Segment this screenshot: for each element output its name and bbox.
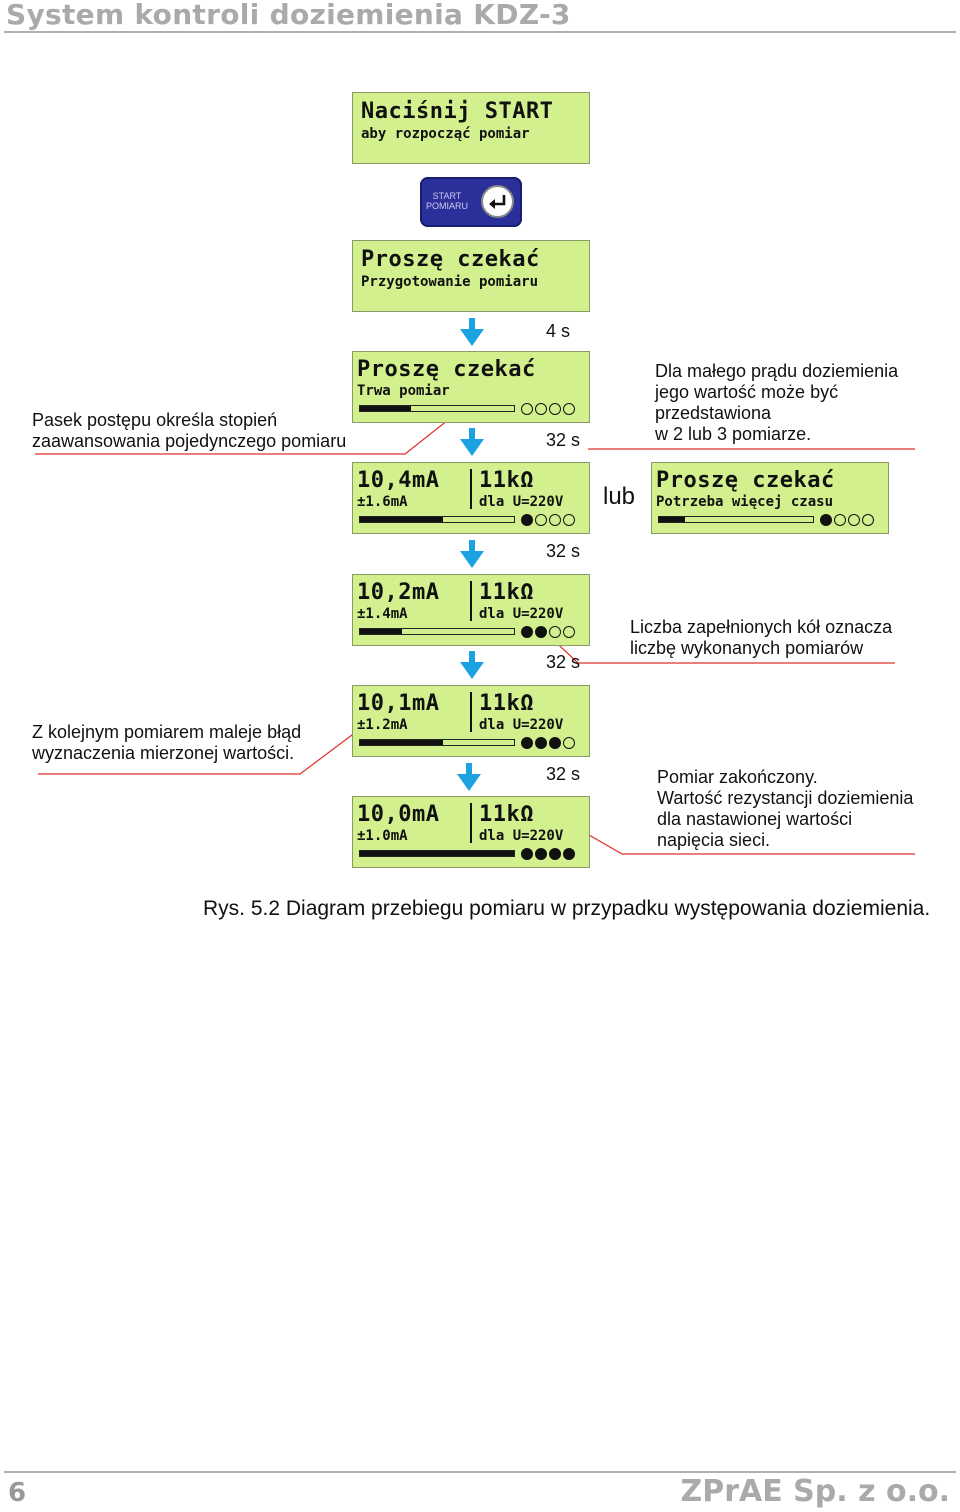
filled-circle-icon bbox=[535, 848, 547, 860]
lcd-wait-line1: Proszę czekać bbox=[357, 357, 536, 382]
empty-circle-icon bbox=[563, 403, 575, 415]
filled-circle-icon bbox=[521, 848, 533, 860]
lcd-start-line2: aby rozpocząć pomiar bbox=[361, 126, 530, 142]
enter-icon bbox=[481, 185, 514, 218]
lcd-prep-line2: Przygotowanie pomiaru bbox=[361, 274, 539, 290]
progress-fill bbox=[360, 629, 402, 634]
current-value: 10,4mA bbox=[357, 468, 440, 493]
lcd-start-screen bbox=[352, 92, 590, 164]
lcd-result-screen-1 bbox=[352, 462, 590, 534]
empty-circle-icon bbox=[563, 626, 575, 638]
error-value: ±1.2mA bbox=[357, 717, 408, 733]
lcd-more-time-screen bbox=[651, 462, 889, 534]
lcd-wait-screen bbox=[352, 351, 590, 423]
empty-circle-icon bbox=[563, 737, 575, 749]
progress-fill bbox=[360, 851, 514, 856]
header-title: System kontroli doziemienia KDZ-3 bbox=[6, 0, 571, 31]
lcd-separator bbox=[470, 469, 472, 509]
time-label-32s: 32 s bbox=[546, 541, 581, 561]
measurement-circles bbox=[521, 626, 575, 638]
flow-arrow-down-icon bbox=[460, 651, 484, 679]
filled-circle-icon bbox=[521, 737, 533, 749]
error-value: ±1.0mA bbox=[357, 828, 408, 844]
measurement-circles bbox=[521, 403, 575, 415]
note-small-current: Dla małego prądu doziemienia jego wartość może być przedstawiona w 2 lub 3 pomiarze. bbox=[655, 361, 899, 444]
note-error-decreases: Z kolejnym pomiarem maleje błąd wyznaczenia mierzonej wartości. bbox=[32, 722, 302, 763]
page-number: 6 bbox=[8, 1478, 27, 1508]
progress-bar bbox=[359, 850, 515, 857]
progress-bar bbox=[658, 516, 814, 523]
measurement-circles bbox=[521, 848, 575, 860]
footer-divider bbox=[4, 1471, 956, 1473]
lcd-separator bbox=[470, 581, 472, 621]
voltage-label: dla U=220V bbox=[479, 828, 564, 844]
flow-arrow-down-icon bbox=[460, 428, 484, 456]
empty-circle-icon bbox=[834, 514, 846, 526]
company-name: ZPrAE Sp. z o.o. bbox=[680, 1474, 950, 1509]
filled-circle-icon bbox=[535, 626, 547, 638]
resistance-value: 11kΩ bbox=[479, 580, 534, 605]
empty-circle-icon bbox=[848, 514, 860, 526]
voltage-label: dla U=220V bbox=[479, 717, 564, 733]
flow-arrow-down-icon bbox=[460, 318, 484, 346]
measurement-circles bbox=[820, 514, 874, 526]
current-value: 10,1mA bbox=[357, 691, 440, 716]
filled-circle-icon bbox=[549, 737, 561, 749]
lcd-start-line1: Naciśnij START bbox=[361, 99, 554, 124]
empty-circle-icon bbox=[535, 403, 547, 415]
voltage-label: dla U=220V bbox=[479, 494, 564, 510]
progress-bar bbox=[359, 628, 515, 635]
resistance-value: 11kΩ bbox=[479, 468, 534, 493]
progress-fill bbox=[360, 406, 411, 411]
progress-bar bbox=[359, 516, 515, 523]
lcd-prep-line1: Proszę czekać bbox=[361, 247, 540, 272]
note-circles: Liczba zapełnionych kół oznacza liczbę wykonanych pomiarów bbox=[630, 617, 893, 658]
filled-circle-icon bbox=[549, 848, 561, 860]
flow-arrow-down-icon bbox=[457, 763, 481, 791]
figure-caption: Rys. 5.2 Diagram przebiegu pomiaru w przypadku występowania doziemienia. bbox=[203, 897, 931, 920]
flow-arrow-down-icon bbox=[460, 540, 484, 568]
filled-circle-icon bbox=[820, 514, 832, 526]
time-label-32s: 32 s bbox=[546, 430, 581, 450]
note-progress-bar: Pasek postępu określa stopień zaawansowania pojedynczego pomiaru bbox=[32, 410, 347, 451]
voltage-label: dla U=220V bbox=[479, 606, 564, 622]
start-measurement-button[interactable] bbox=[420, 177, 522, 227]
or-label: lub bbox=[603, 483, 636, 510]
lcd-prep-screen bbox=[352, 240, 590, 312]
resistance-value: 11kΩ bbox=[479, 802, 534, 827]
lcd-wait-line2: Trwa pomiar bbox=[357, 383, 450, 399]
error-value: ±1.4mA bbox=[357, 606, 408, 622]
lcd-more-time-line2: Potrzeba więcej czasu bbox=[656, 494, 834, 510]
lcd-more-time-line1: Proszę czekać bbox=[656, 468, 835, 493]
empty-circle-icon bbox=[549, 403, 561, 415]
current-value: 10,0mA bbox=[357, 802, 440, 827]
filled-circle-icon bbox=[563, 848, 575, 860]
time-label-32s: 32 s bbox=[546, 764, 581, 784]
empty-circle-icon bbox=[563, 514, 575, 526]
progress-fill bbox=[659, 517, 685, 522]
measurement-circles bbox=[521, 737, 575, 749]
empty-circle-icon bbox=[549, 514, 561, 526]
time-label-4s: 4 s bbox=[546, 321, 571, 341]
filled-circle-icon bbox=[521, 514, 533, 526]
time-label-32s: 32 s bbox=[546, 652, 581, 672]
empty-circle-icon bbox=[535, 514, 547, 526]
progress-fill bbox=[360, 517, 443, 522]
progress-fill bbox=[360, 740, 443, 745]
lcd-result-screen-2 bbox=[352, 574, 590, 646]
start-button-label: START POMIARU bbox=[426, 191, 469, 211]
lcd-result-screen-4 bbox=[352, 796, 590, 868]
progress-bar bbox=[359, 739, 515, 746]
lcd-separator bbox=[470, 803, 472, 843]
empty-circle-icon bbox=[862, 514, 874, 526]
note-finished: Pomiar zakończony. Wartość rezystancji doziemienia dla nastawionej wartości napięcia sieci. bbox=[657, 767, 914, 850]
resistance-value: 11kΩ bbox=[479, 691, 534, 716]
filled-circle-icon bbox=[521, 626, 533, 638]
lcd-result-screen-3 bbox=[352, 685, 590, 757]
error-value: ±1.6mA bbox=[357, 494, 408, 510]
progress-bar bbox=[359, 405, 515, 412]
empty-circle-icon bbox=[521, 403, 533, 415]
empty-circle-icon bbox=[549, 626, 561, 638]
measurement-circles bbox=[521, 514, 575, 526]
filled-circle-icon bbox=[535, 737, 547, 749]
current-value: 10,2mA bbox=[357, 580, 440, 605]
lcd-separator bbox=[470, 692, 472, 732]
